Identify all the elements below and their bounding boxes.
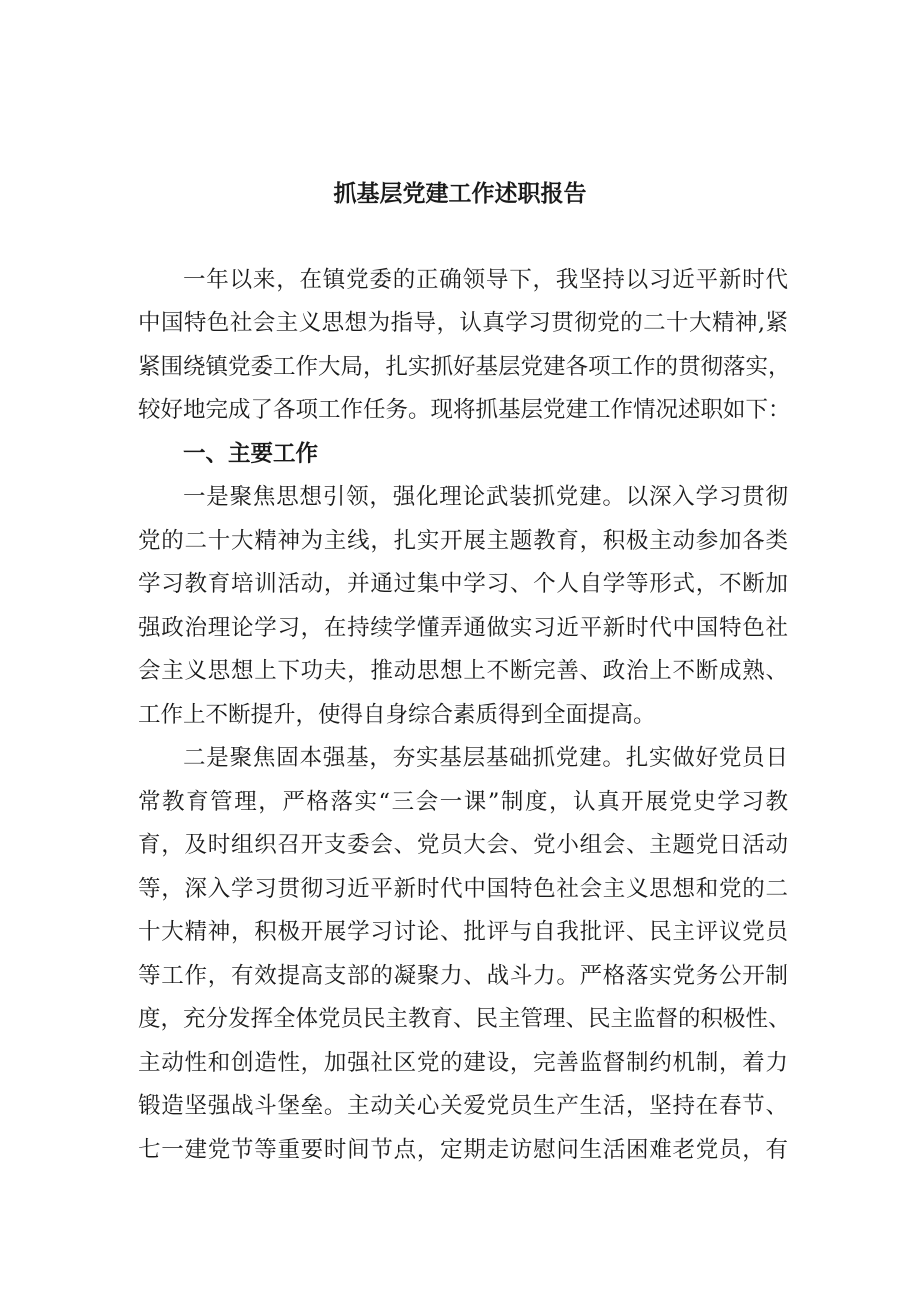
intro-line-4: 较好地完成了各项工作任务。现将抓基层党建工作情况述职如下： xyxy=(138,397,791,423)
para1-line-2: 党的二十大精神为主线，扎实开展主题教育，积极主动参加各类 xyxy=(138,528,788,554)
para2-line-3: 育，及时组织召开支委会、党员大会、党小组会、主题党日活动 xyxy=(138,832,788,858)
para2-line-4: 等，深入学习贯彻习近平新时代中国特色社会主义思想和党的二 xyxy=(138,876,788,902)
intro-line-3: 紧围绕镇党委工作大局，扎实抓好基层党建各项工作的贯彻落实， xyxy=(138,354,791,380)
document-title: 抓基层党建工作述职报告 xyxy=(333,181,587,207)
para2-line-9: 锻造坚强战斗堡垒。主动关心关爱党员生产生活，坚持在春节、 xyxy=(138,1093,788,1119)
intro-line-2: 中国特色社会主义思想为指导，认真学习贯彻党的二十大精神,紧 xyxy=(138,310,788,336)
para2-line-8: 主动性和创造性，加强社区党的建设，完善监督制约机制，着力 xyxy=(138,1050,788,1076)
para1-line-5: 会主义思想上下功夫，推动思想上不断完善、政治上不断成熟、 xyxy=(138,658,788,684)
para1-line-6: 工作上不断提升，使得自身综合素质得到全面提高。 xyxy=(138,702,656,728)
para1-line-4: 强政治理论学习，在持续学懂弄通做实习近平新时代中国特色社 xyxy=(138,615,788,641)
para2-line-6: 等工作，有效提高支部的凝聚力、战斗力。严格落实党务公开制 xyxy=(138,963,788,989)
para2-line-7: 度，充分发挥全体党员民主教育、民主管理、民主监督的积极性、 xyxy=(138,1006,791,1032)
section-heading: 一、主要工作 xyxy=(183,441,319,467)
para1-line-3: 学习教育培训活动，并通过集中学习、个人自学等形式，不断加 xyxy=(138,571,788,597)
para2-line-2: 常教育管理，严格落实“三会一课”制度，认真开展党史学习教 xyxy=(138,789,788,815)
para2-line-1: 二是聚焦固本强基，夯实基层基础抓党建。扎实做好党员日 xyxy=(183,745,788,771)
para2-line-10: 七一建党节等重要时间节点，定期走访慰问生活困难老党员，有 xyxy=(138,1137,788,1163)
intro-line-1: 一年以来，在镇党委的正确领导下，我坚持以习近平新时代 xyxy=(183,267,788,293)
para2-line-5: 十大精神，积极开展学习讨论、批评与自我批评、民主评议党员 xyxy=(138,919,788,945)
para1-line-1: 一是聚焦思想引领，强化理论武装抓党建。以深入学习贯彻 xyxy=(183,484,788,510)
